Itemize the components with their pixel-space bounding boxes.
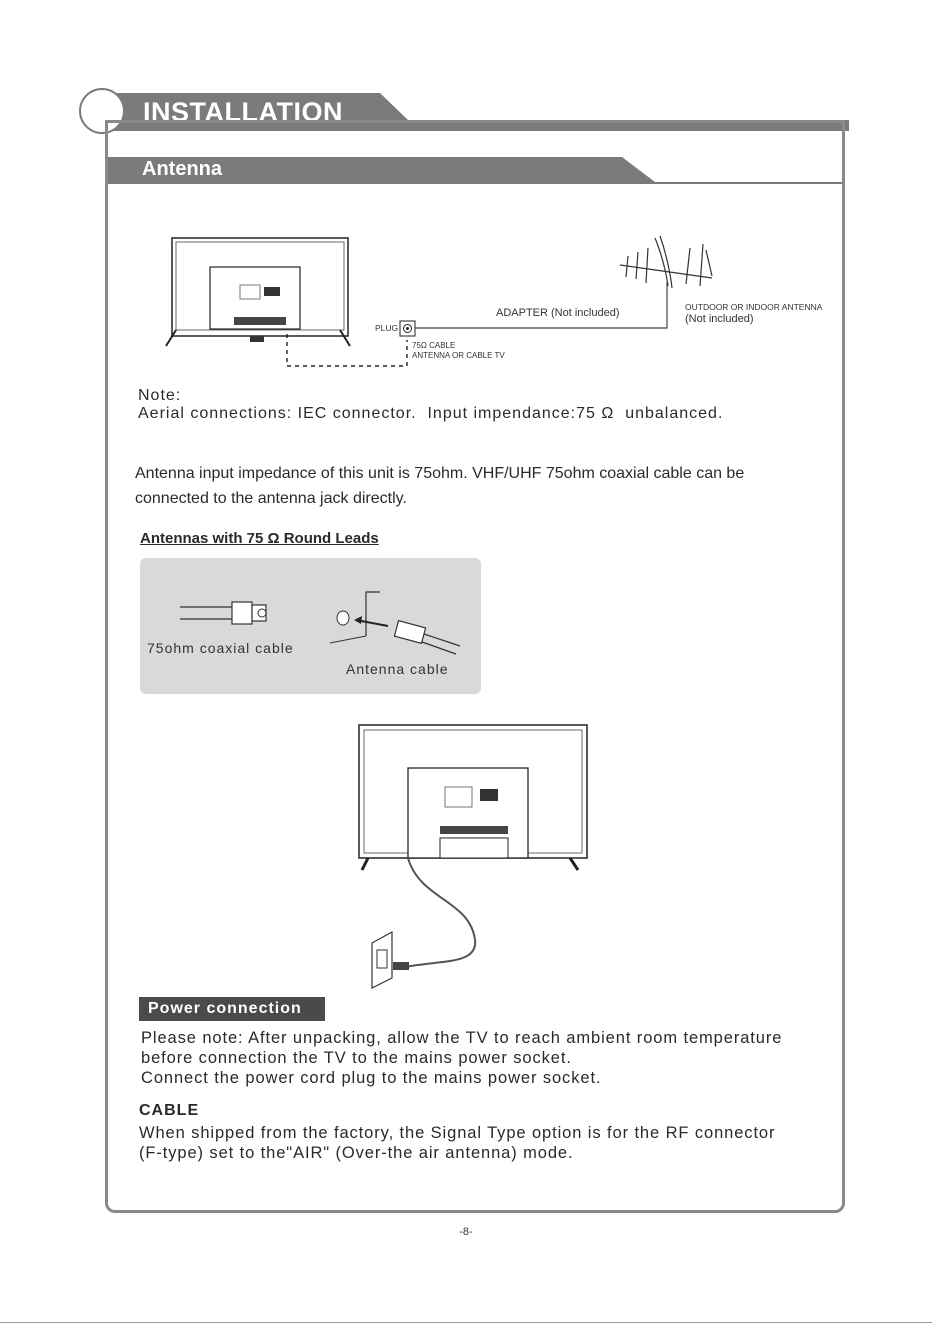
page-number: -8- xyxy=(459,1226,473,1238)
adapter-label: ADAPTER (Not included) xyxy=(496,307,620,319)
power-line-3: Connect the power cord plug to the mains power socket. xyxy=(141,1069,602,1087)
power-line-2: before connection the TV to the mains power socket. xyxy=(141,1049,572,1067)
note-text: Aerial connections: IEC connector. Input impendance:75 Ω unbalanced. xyxy=(138,405,724,422)
cable-label: 75Ω CABLE xyxy=(412,341,456,350)
cable-text xyxy=(139,1123,839,1163)
power-connection-text xyxy=(141,1028,841,1088)
cable-line-2: (F-type) set to the"AIR" (Over-the air antenna) mode. xyxy=(139,1144,574,1162)
section-title: Antenna xyxy=(142,158,222,180)
power-connection-heading: Power connection xyxy=(139,997,325,1021)
antenna-not-included-label: (Not included) xyxy=(685,313,754,325)
antenna-label: OUTDOOR OR INDOOR ANTENNA xyxy=(685,302,823,312)
cable-line-1: When shipped from the factory, the Signal Type option is for the RF connector xyxy=(139,1124,776,1142)
page-title: INSTALLATION xyxy=(143,97,343,127)
leads-title: Antennas with 75 Ω Round Leads xyxy=(140,530,379,547)
note-heading: Note: xyxy=(138,387,182,404)
coax-cable-label: 75ohm coaxial cable xyxy=(147,640,294,656)
antenna-para-line1: Antenna input impedance of this unit is 75ohm. VHF/UHF 75ohm coaxial cable can be xyxy=(135,465,745,482)
antenna-cable-label: Antenna cable xyxy=(346,661,449,677)
power-line-1: Please note: After unpacking, allow the TV to reach ambient room temperature xyxy=(141,1029,783,1047)
cable-heading: CABLE xyxy=(139,1102,200,1119)
cable-source-label: ANTENNA OR CABLE TV xyxy=(412,351,505,360)
antenna-para-line2: connected to the antenna jack directly. xyxy=(135,490,407,507)
plug-label: PLUG xyxy=(375,323,399,333)
